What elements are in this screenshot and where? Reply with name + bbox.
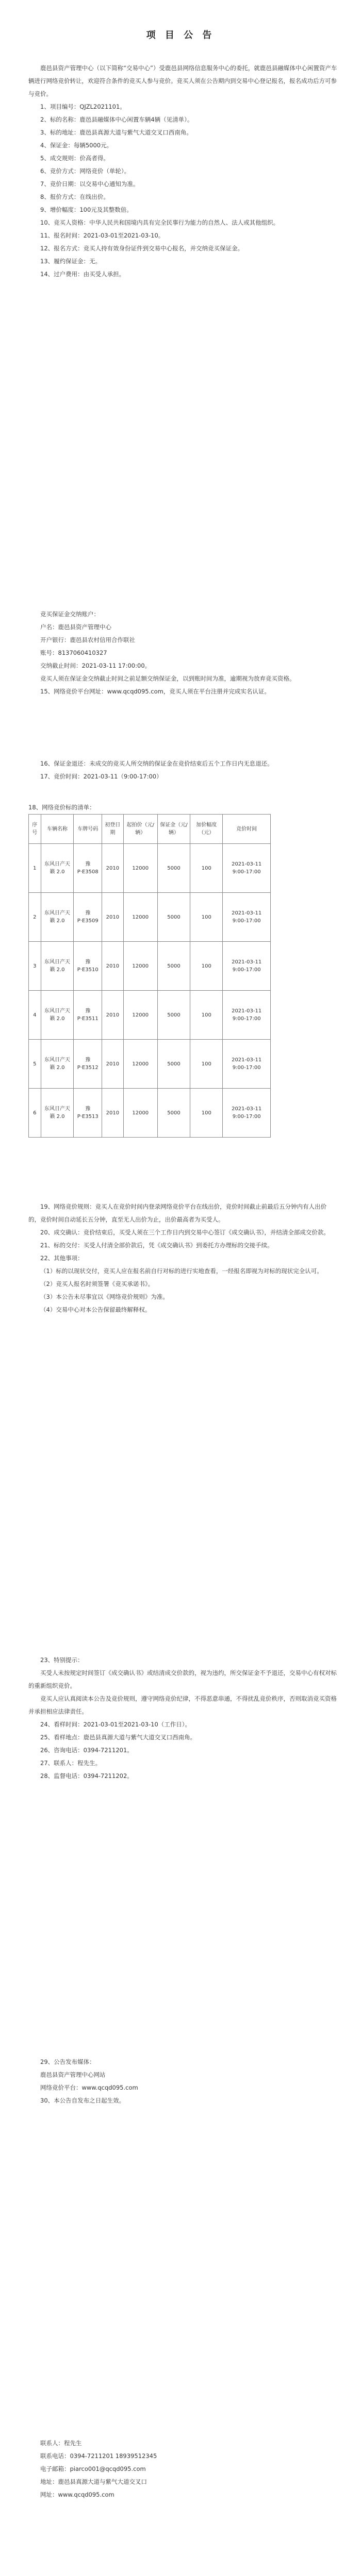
- cell-start: 12000: [123, 942, 157, 991]
- paragraph: 4、保证金：每辆5000元。: [40, 142, 113, 149]
- paragraph: （1）标的以现状交付，竞买人应在报名前自行对标的进行实地查看，一经报名即视为对标的现状完全认可。: [40, 1267, 323, 1275]
- cell-step: 100: [190, 844, 223, 893]
- rules-section: [28, 1200, 338, 1316]
- paragraph: 28、监督电话：0394-7211202。: [40, 1772, 133, 1780]
- paragraph: 24、看样时间：2021-03-01至2021-03-10（工作日）。: [40, 1721, 191, 1728]
- table-row: [29, 844, 271, 893]
- cell-no: 1: [29, 844, 41, 893]
- table-intro: 18、网络竞价标的清单：: [28, 804, 95, 811]
- lot-table: [28, 814, 271, 1138]
- announcement-section-1: [28, 62, 338, 281]
- cell-step: 100: [190, 991, 223, 1040]
- paragraph: 3、标的地址：鹿邑县真源大道与紫气大道交叉口西南角。: [40, 129, 192, 136]
- cell-time: 2021-03-11 9:00-17:00: [223, 844, 271, 893]
- column-header: 竞价时间: [223, 815, 271, 844]
- paragraph: 鹿邑县资产管理中心（以下简称“交易中心”）受鹿邑县网络信息服务中心的委托，就鹿邑县融媒体中心闲置资产车辆进行网络竞价转让，欢迎符合条件的竞买人参与竞价。竞买人须在公告期内到交易中心登记报名，报名成功后方可参与竞价。: [28, 64, 337, 97]
- cell-name: 东风日产天籁 2.0: [41, 1089, 74, 1138]
- cell-start: 12000: [123, 1040, 157, 1089]
- paragraph: 22、其他事项：: [40, 1255, 84, 1262]
- paragraph: 7、竞价日期：以交易中心通知为准。: [40, 180, 139, 188]
- lot-table-section: [28, 801, 338, 1138]
- cell-deposit: 5000: [157, 1089, 190, 1138]
- page-title: 项 目 公 告: [146, 30, 215, 41]
- cell-no: 5: [29, 1040, 41, 1089]
- cell-no: 3: [29, 942, 41, 991]
- cell-name: 东风日产天籁 2.0: [41, 844, 74, 893]
- paragraph: 15、网络竞价平台网址：www.qcqd095.com，竞买人须在平台注册并完成实名认证。: [40, 688, 270, 695]
- paragraph: 30、本公告自发布之日起生效。: [40, 2097, 125, 2104]
- column-header: 起拍价（元/辆）: [123, 815, 157, 844]
- cell-start: 12000: [123, 844, 157, 893]
- paragraph: 16、保证金退还：未成交的竞买人所交纳的保证金在竞价结束后五个工作日内无息退还。: [40, 760, 273, 767]
- paragraph: 10、竞买人资格：中华人民共和国境内具有完全民事行为能力的自然人、法人或其他组织。: [40, 219, 280, 226]
- paragraph: 开户银行：鹿邑县农村信用合作联社: [40, 636, 135, 643]
- paragraph: 19、网络竞价规则：竞买人在竞价时间内登录网络竞价平台在线出价，竞价时间截止前最后五分钟内有人出价的，竞价时间自动延长五分钟，直至无人出价为止，出价最高者为买受人。: [28, 1203, 327, 1223]
- paragraph: 电子邮箱：piarco001@qcqd095.com: [40, 2465, 146, 2472]
- cell-deposit: 5000: [157, 893, 190, 942]
- cell-name: 东风日产天籁 2.0: [41, 893, 74, 942]
- cell-plate: 豫P·E3513: [74, 1089, 102, 1138]
- table-row: [29, 893, 271, 942]
- cell-start: 12000: [123, 1089, 157, 1138]
- cell-start: 12000: [123, 991, 157, 1040]
- paragraph: 27、联系人：程先生。: [40, 1759, 102, 1767]
- cell-no: 4: [29, 991, 41, 1040]
- cell-name: 东风日产天籁 2.0: [41, 991, 74, 1040]
- paragraph: 1、项目编号：QJZL2021101。: [40, 103, 126, 110]
- paragraph: （3）本公告未尽事宜以《网络竞价规则》为准。: [40, 1293, 169, 1300]
- column-header: 车牌号码: [74, 815, 102, 844]
- column-header: 序号: [29, 815, 41, 844]
- table-row: [29, 1089, 271, 1138]
- paragraph: 23、特别提示：: [40, 1656, 84, 1664]
- paragraph: 29、公告发布媒体：: [40, 2058, 95, 2065]
- cell-reg: 2010: [102, 942, 123, 991]
- paragraph: 网址：www.qcqd095.com: [40, 2491, 114, 2498]
- paragraph: 20、成交确认：竞价结束后，买受人须在三个工作日内到交易中心签订《成交确认书》，并结清全部成交价款。: [40, 1229, 330, 1236]
- media-section: [28, 2056, 338, 2107]
- cell-name: 东风日产天籁 2.0: [41, 942, 74, 991]
- cell-plate: 豫P·E3511: [74, 991, 102, 1040]
- cell-reg: 2010: [102, 893, 123, 942]
- paragraph: 网络竞价平台：www.qcqd095.com: [40, 2084, 138, 2091]
- refund-section: [28, 757, 338, 783]
- paragraph: 12、报名方式：竞买人持有效身份证件到交易中心报名，并交纳竞买保证金。: [40, 245, 244, 252]
- cell-no: 2: [29, 893, 41, 942]
- lot-table-header: [29, 815, 271, 844]
- column-header: 车辆名称: [41, 815, 74, 844]
- paragraph: 9、增价幅度：100元及其整数倍。: [40, 206, 133, 213]
- cell-reg: 2010: [102, 1089, 123, 1138]
- cell-deposit: 5000: [157, 844, 190, 893]
- cell-step: 100: [190, 942, 223, 991]
- cell-deposit: 5000: [157, 942, 190, 991]
- paragraph: 13、履约保证金：无。: [40, 258, 102, 265]
- deposit-account-section: [28, 608, 338, 698]
- cell-plate: 豫P·E3509: [74, 893, 102, 942]
- cell-time: 2021-03-11 9:00-17:00: [223, 893, 271, 942]
- paragraph: 竞买人须在保证金交纳截止时间之前足额交纳保证金，以到账时间为准，逾期视为放弃竞买资格。: [40, 675, 296, 682]
- cell-time: 2021-03-11 9:00-17:00: [223, 1040, 271, 1089]
- paragraph: 8、报价方式：在线出价。: [40, 193, 109, 200]
- paragraph: （4）交易中心对本公告保留最终解释权。: [40, 1306, 151, 1313]
- cell-time: 2021-03-11 9:00-17:00: [223, 942, 271, 991]
- notice-section: [28, 1654, 338, 1783]
- column-header: 初登日期: [102, 815, 123, 844]
- paragraph: 竞买人应认真阅读本公告及竞价规则，遵守网络竞价纪律，不得恶意串通，不得扰乱竞价秩序，否则取消竞买资格并承担相应法律责任。: [28, 1695, 337, 1715]
- cell-plate: 豫P·E3512: [74, 1040, 102, 1089]
- paragraph: 账号：8137060410327: [40, 649, 107, 656]
- cell-name: 东风日产天籁 2.0: [41, 1040, 74, 1089]
- paragraph: 17、竞价时间：2021-03-11（9:00-17:00）: [40, 773, 162, 780]
- cell-plate: 豫P·E3510: [74, 942, 102, 991]
- cell-no: 6: [29, 1089, 41, 1138]
- paragraph: 竞买保证金交纳账户：: [40, 611, 100, 618]
- paragraph: 联系电话：0394-7211201 18939512345: [40, 2452, 157, 2460]
- table-row: [29, 942, 271, 991]
- paragraph: 2、标的名称：鹿邑县融媒体中心闲置车辆4辆（见清单）。: [40, 116, 193, 123]
- paragraph: 联系人：程先生: [40, 2439, 82, 2447]
- paragraph: 6、竞价方式：网络竞价（单轮）。: [40, 167, 130, 175]
- column-header: 保证金（元/辆）: [157, 815, 190, 844]
- paragraph: 11、报名时间：2021-03-01至2021-03-10。: [40, 232, 165, 239]
- cell-deposit: 5000: [157, 1040, 190, 1089]
- cell-time: 2021-03-11 9:00-17:00: [223, 991, 271, 1040]
- table-row: [29, 991, 271, 1040]
- paragraph: 14、过户费用：由买受人承担。: [40, 270, 125, 278]
- paragraph: 交纳截止时间：2021-03-11 17:00:00。: [40, 662, 151, 669]
- cell-start: 12000: [123, 893, 157, 942]
- cell-reg: 2010: [102, 1040, 123, 1089]
- contact-section: [28, 2437, 338, 2501]
- table-row: [29, 1040, 271, 1089]
- paragraph: （2）竞买人报名时须签署《竞买承诺书》。: [40, 1280, 154, 1287]
- cell-reg: 2010: [102, 844, 123, 893]
- paragraph: 买受人未按规定时间签订《成交确认书》或结清成交价款的，视为违约，所交保证金不予退还，交易中心有权对标的重新组织竞价。: [28, 1669, 337, 1689]
- paragraph: 25、看样地点：鹿邑县真源大道与紫气大道交叉口西南角。: [40, 1734, 196, 1741]
- paragraph: 21、标的交付：买受人付清全部价款后，凭《成交确认书》到委托方办理标的交接手续。: [40, 1242, 273, 1249]
- paragraph: 鹿邑县资产管理中心网站: [40, 2071, 106, 2078]
- cell-step: 100: [190, 1089, 223, 1138]
- cell-step: 100: [190, 1040, 223, 1089]
- cell-step: 100: [190, 893, 223, 942]
- paragraph: 5、成交规则：价高者得。: [40, 155, 109, 162]
- cell-plate: 豫P·E3508: [74, 844, 102, 893]
- cell-deposit: 5000: [157, 991, 190, 1040]
- cell-reg: 2010: [102, 991, 123, 1040]
- column-header: 加价幅度（元）: [190, 815, 223, 844]
- paragraph: 26、咨询电话：0394-7211201。: [40, 1747, 133, 1754]
- cell-time: 2021-03-11 9:00-17:00: [223, 1089, 271, 1138]
- paragraph: 地址：鹿邑县真源大道与紫气大道交叉口: [40, 2478, 147, 2485]
- paragraph: 户名：鹿邑县资产管理中心: [40, 623, 111, 631]
